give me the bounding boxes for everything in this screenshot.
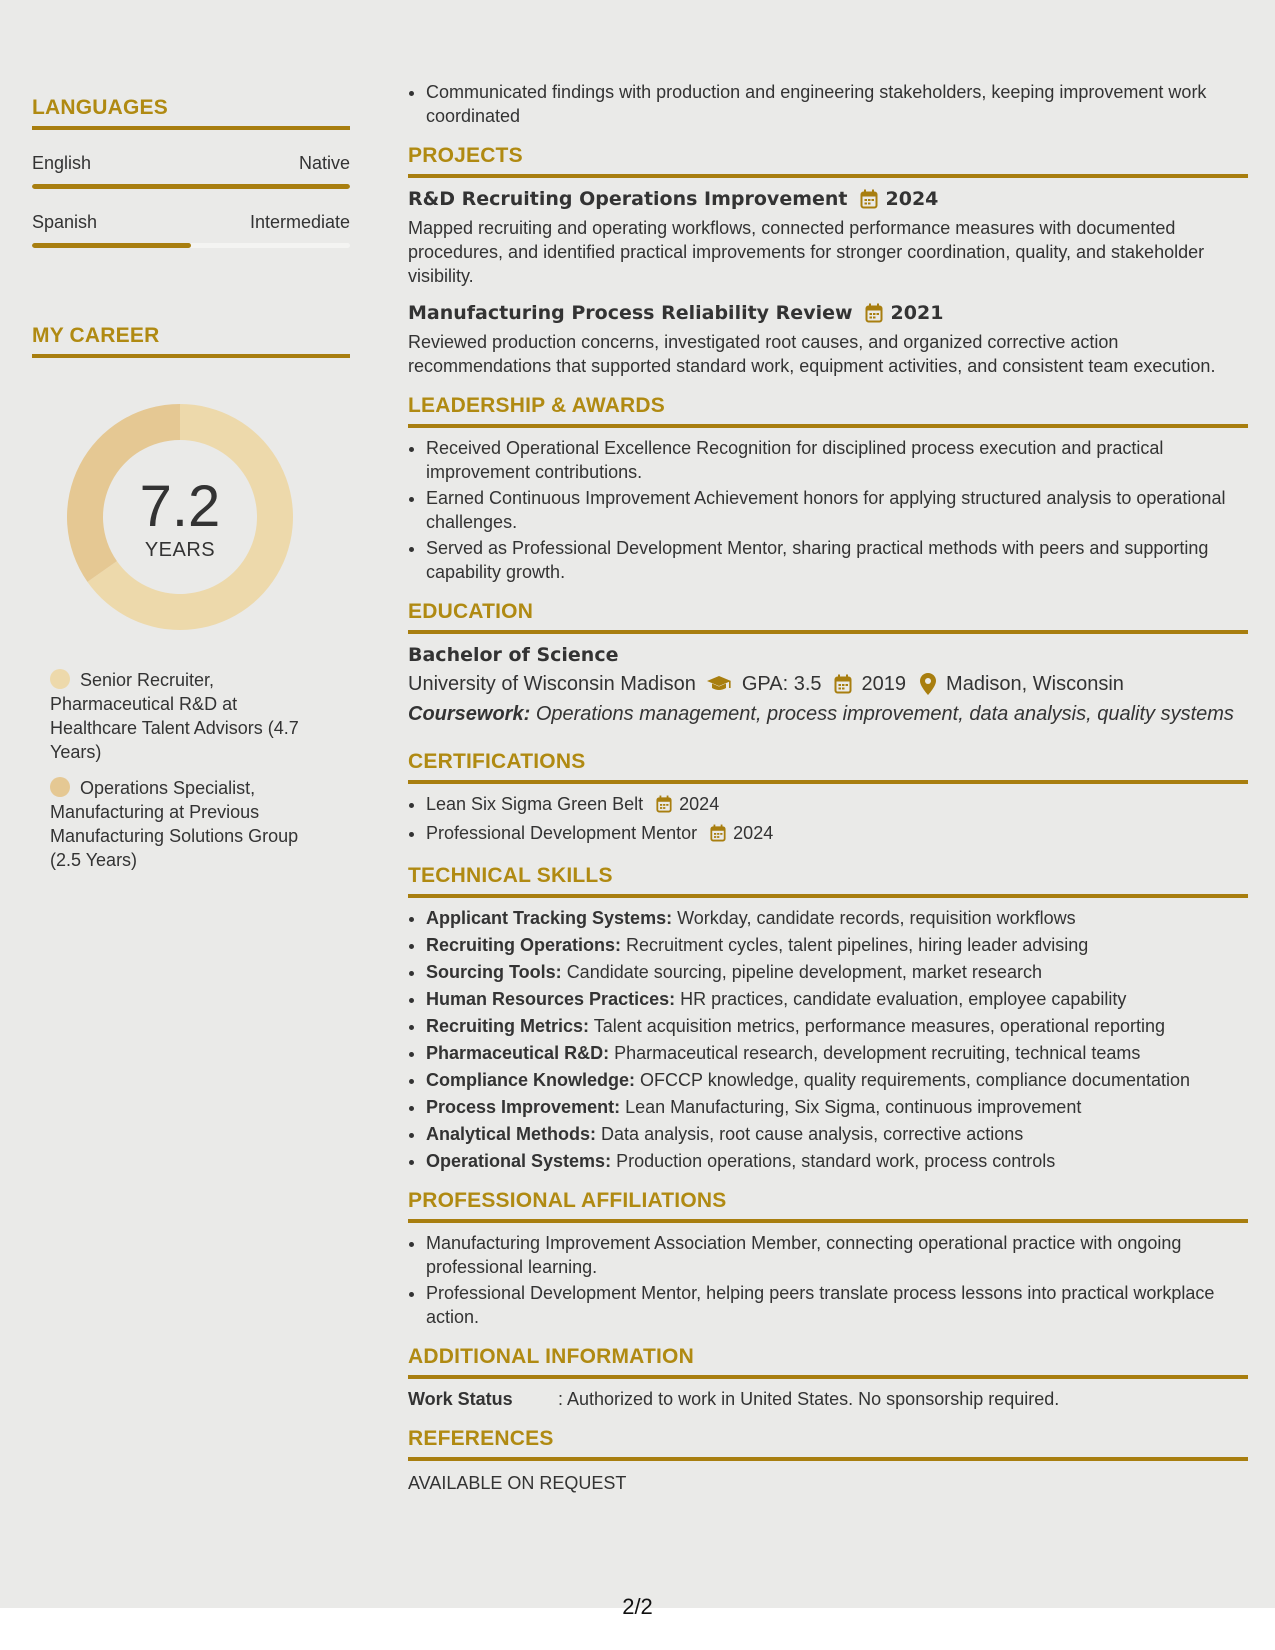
leadership-item: • Served as Professional Development Mentor, sharing practical methods with peers and supporting capability growth.: [426, 536, 1248, 584]
career-donut-chart: [67, 404, 293, 630]
skill-item: [426, 1122, 1248, 1146]
work-status-value: : Authorized to work in United States. No sponsorship required.: [558, 1389, 1060, 1409]
references-title: REFERENCES: [408, 1427, 1248, 1461]
experience-bullets: [408, 80, 1248, 128]
leadership-title: LEADERSHIP & AWARDS: [408, 394, 1248, 428]
language-item-english: [32, 152, 350, 189]
skill-item: [426, 987, 1248, 1011]
career-legend-item: [50, 776, 320, 872]
skill-item: [426, 906, 1248, 930]
language-proficiency-bar: [32, 184, 350, 189]
languages-title: LANGUAGES: [32, 96, 350, 130]
skills-list: [408, 906, 1248, 1173]
calendar-icon: [656, 795, 672, 819]
skill-item: [426, 1095, 1248, 1119]
calendar-icon: [865, 303, 883, 323]
skill-value: OFCCP knowledge, quality requirements, compliance documentation: [640, 1070, 1190, 1090]
degree: Bachelor of Science: [408, 644, 619, 666]
calendar-icon: [710, 824, 726, 848]
additional-info-title: ADDITIONAL INFORMATION: [408, 1345, 1248, 1379]
school-name: University of Wisconsin Madison: [408, 673, 696, 695]
leadership-item: • Received Operational Excellence Recognition for disciplined process execution and practical improvement contributions.: [426, 436, 1248, 484]
language-level: Native: [298, 153, 350, 173]
projects-title: PROJECTS: [408, 144, 1248, 178]
experience-bullet: • Communicated findings with production and engineering stakeholders, keeping improvement work coordinated: [426, 80, 1248, 128]
school-location: Madison, Wisconsin: [946, 673, 1124, 695]
project-description: Reviewed production concerns, investigated root causes, and organized corrective action recommendations that supported standard work, equipment activities, and consistent team execution.: [408, 332, 1216, 376]
main-content: [408, 80, 1248, 1495]
language-level: Intermediate: [249, 212, 350, 232]
language-proficiency-bar: [32, 243, 350, 248]
legend-dot-icon: [50, 669, 70, 689]
skill-label: Applicant Tracking Systems:: [426, 908, 673, 928]
language-item-spanish: [32, 211, 350, 248]
coursework: [408, 700, 1248, 728]
work-status-label: Work Status: [408, 1389, 513, 1409]
skill-label: Process Improvement:: [426, 1097, 621, 1117]
language-proficiency-fill: [32, 243, 191, 248]
language-name: English: [32, 153, 92, 173]
project-name: R&D Recruiting Operations Improvement: [408, 188, 848, 210]
project-year: 2021: [890, 302, 944, 324]
affiliations-title: PROFESSIONAL AFFILIATIONS: [408, 1189, 1248, 1223]
project-item: [408, 300, 1248, 378]
project-item: [408, 186, 1248, 288]
affiliations-list: [408, 1231, 1248, 1329]
skill-label: Pharmaceutical R&D:: [426, 1043, 610, 1063]
work-status-row: [408, 1387, 1248, 1411]
skill-label: Operational Systems:: [426, 1151, 612, 1171]
project-name: Manufacturing Process Reliability Review: [408, 302, 853, 324]
skill-label: Recruiting Operations:: [426, 935, 622, 955]
skill-value: Production operations, standard work, process controls: [616, 1151, 1056, 1171]
skill-label: Human Resources Practices:: [426, 989, 676, 1009]
page-number: 2/2: [622, 1594, 653, 1619]
skill-item: [426, 1068, 1248, 1092]
certification-year: 2024: [733, 823, 774, 843]
career-legend-item: [50, 668, 320, 764]
certification-item: [426, 821, 1248, 848]
certifications-list: [408, 792, 1248, 848]
career-title: MY CAREER: [32, 324, 350, 358]
certifications-title: CERTIFICATIONS: [408, 750, 1248, 784]
skill-label: Compliance Knowledge:: [426, 1070, 636, 1090]
certification-name: Lean Six Sigma Green Belt: [426, 794, 644, 814]
graduation-year: 2019: [861, 673, 907, 695]
legend-dot-icon: [50, 777, 70, 797]
certification-year: 2024: [679, 794, 720, 814]
skill-value: Pharmaceutical research, development recruiting, technical teams: [614, 1043, 1141, 1063]
skill-value: Recruitment cycles, talent pipelines, hiring leader advising: [626, 935, 1089, 955]
graduation-cap-icon: [706, 675, 732, 693]
affiliation-item: • Manufacturing Improvement Association Member, connecting operational practice with ongoing professional learning.: [426, 1231, 1248, 1279]
skill-value: Data analysis, root cause analysis, corrective actions: [601, 1124, 1024, 1144]
affiliation-item: • Professional Development Mentor, helping peers translate process lessons into practical workplace action.: [426, 1281, 1248, 1329]
skill-label: Recruiting Metrics:: [426, 1016, 590, 1036]
skill-label: Sourcing Tools:: [426, 962, 562, 982]
project-year: 2024: [885, 188, 939, 210]
skill-value: HR practices, candidate evaluation, employee capability: [680, 989, 1127, 1009]
skill-item: [426, 933, 1248, 957]
skill-item: [426, 1041, 1248, 1065]
career-years-label: YEARS: [144, 538, 216, 561]
leadership-item: • Earned Continuous Improvement Achievement honors for applying structured analysis to operational challenges.: [426, 486, 1248, 534]
language-proficiency-fill: [32, 184, 350, 189]
skill-value: Workday, candidate records, requisition workflows: [677, 908, 1076, 928]
gpa: GPA: 3.5: [741, 673, 822, 695]
location-pin-icon: [920, 673, 936, 695]
project-description: Mapped recruiting and operating workflows, connected performance measures with documented procedures, and identified practical improvements for stronger coordination, quality, and stakeholder visibility.: [408, 218, 1205, 286]
career-legend: [50, 668, 320, 872]
career-role-text: Operations Specialist, Manufacturing at Previous Manufacturing Solutions Group (2.5 Years): [50, 778, 299, 870]
sidebar: [32, 96, 350, 884]
calendar-icon: [860, 189, 878, 209]
language-name: Spanish: [32, 212, 98, 232]
leadership-list: [408, 436, 1248, 584]
skills-title: TECHNICAL SKILLS: [408, 864, 1248, 898]
education-title: EDUCATION: [408, 600, 1248, 634]
skill-value: Talent acquisition metrics, performance measures, operational reporting: [593, 1016, 1165, 1036]
skill-label: Analytical Methods:: [426, 1124, 597, 1144]
coursework-text: Operations management, process improvement, data analysis, quality systems: [535, 703, 1234, 725]
certification-name: Professional Development Mentor: [426, 823, 698, 843]
certification-item: [426, 792, 1248, 819]
skill-value: Candidate sourcing, pipeline development, market research: [566, 962, 1042, 982]
career-total-years: 7.2: [139, 473, 221, 539]
skill-item: [426, 960, 1248, 984]
career-role-text: Senior Recruiter, Pharmaceutical R&D at Healthcare Talent Advisors (4.7 Years): [50, 670, 299, 762]
references-text: AVAILABLE ON REQUEST: [408, 1473, 627, 1493]
skill-item: [426, 1014, 1248, 1038]
calendar-icon: [834, 674, 852, 694]
skill-value: Lean Manufacturing, Six Sigma, continuous improvement: [625, 1097, 1082, 1117]
education-entry: [408, 642, 1248, 728]
coursework-label: Coursework:: [408, 703, 531, 725]
skill-item: [426, 1149, 1248, 1173]
